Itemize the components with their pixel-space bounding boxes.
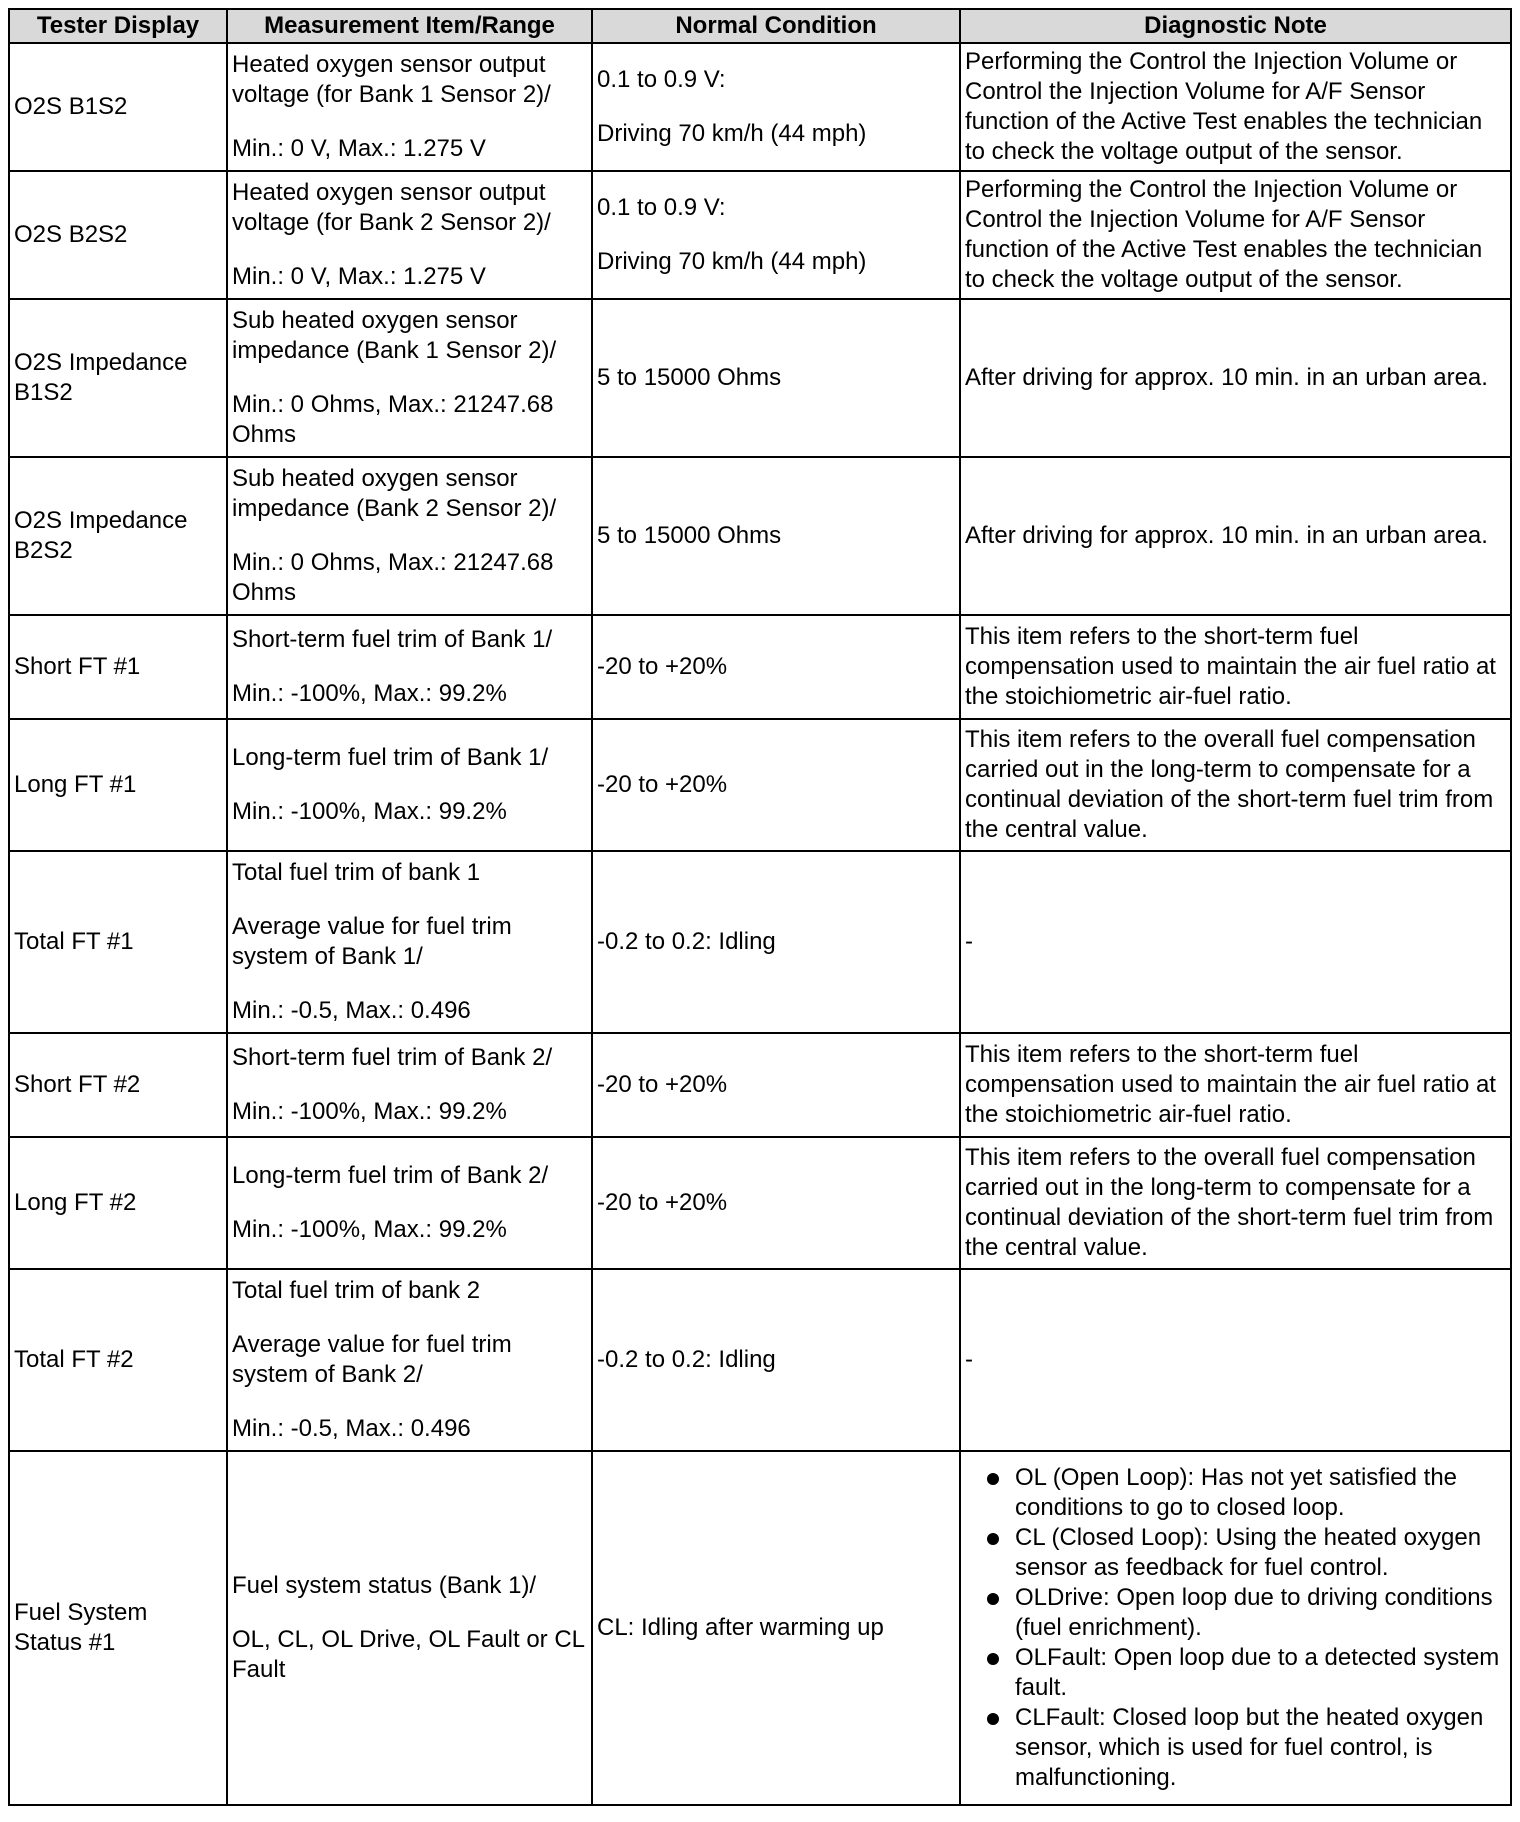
bullet-icon: [987, 1473, 999, 1485]
table-body: [9, 43, 1511, 1805]
table-row: [9, 1137, 1511, 1269]
table-header: [9, 9, 1511, 43]
measurement-line: Short-term fuel trim of Bank 2/: [232, 1044, 553, 1071]
measurement-line: Average value for fuel trim system of Bank 2/: [232, 1331, 512, 1388]
header-normal-condition: Normal Condition: [592, 9, 960, 43]
measurement-line: Min.: 0 V, Max.: 1.275 V: [232, 135, 486, 162]
measurement-line: Heated oxygen sensor output voltage (for Bank 2 Sensor 2)/: [232, 179, 551, 236]
list-item-text: CL (Closed Loop): Using the heated oxygen sensor as feedback for fuel control.: [1015, 1524, 1482, 1581]
measurement-line: Min.: -100%, Max.: 99.2%: [232, 798, 507, 825]
header-row: [9, 9, 1511, 43]
tester-display-cell: Fuel System Status #1: [9, 1451, 227, 1805]
normal-condition-cell: [592, 1033, 960, 1137]
normal-condition-line: -20 to +20%: [597, 771, 728, 798]
measurement-line: Min.: -100%, Max.: 99.2%: [232, 1098, 507, 1125]
data-list-table: [8, 8, 1512, 1806]
list-item-text: OLFault: Open loop due to a detected system fault.: [1015, 1644, 1500, 1701]
diagnostic-note-cell: [960, 1451, 1511, 1805]
normal-condition-cell: [592, 457, 960, 615]
normal-condition-line: 5 to 15000 Ohms: [597, 522, 782, 549]
fuel-status-list: [965, 1463, 1506, 1793]
normal-condition-cell: [592, 851, 960, 1033]
list-item: [987, 1463, 1506, 1523]
measurement-line: Total fuel trim of bank 1: [232, 859, 481, 886]
table-row: [9, 43, 1511, 171]
diagnostic-note-cell: After driving for approx. 10 min. in an urban area.: [960, 299, 1511, 457]
bullet-icon: [987, 1653, 999, 1665]
header-tester-display: Tester Display: [9, 9, 227, 43]
bullet-icon: [987, 1713, 999, 1725]
normal-condition-line: -0.2 to 0.2: Idling: [597, 1346, 776, 1373]
table-row: [9, 457, 1511, 615]
normal-condition-cell: [592, 615, 960, 719]
normal-condition-line: CL: Idling after warming up: [597, 1614, 884, 1641]
list-item-text: OL (Open Loop): Has not yet satisfied the conditions to go to closed loop.: [1015, 1464, 1458, 1521]
normal-condition-line: -20 to +20%: [597, 1071, 728, 1098]
measurement-line: Short-term fuel trim of Bank 1/: [232, 626, 553, 653]
diagnostic-note-cell: After driving for approx. 10 min. in an urban area.: [960, 457, 1511, 615]
measurement-line: Fuel system status (Bank 1)/: [232, 1572, 537, 1599]
list-item: [987, 1523, 1506, 1583]
table-row: [9, 171, 1511, 299]
measurement-cell: [227, 615, 592, 719]
normal-condition-line: 0.1 to 0.9 V:: [597, 194, 726, 221]
list-item: [987, 1703, 1506, 1793]
normal-condition-line: -20 to +20%: [597, 653, 728, 680]
bullet-icon: [987, 1593, 999, 1605]
spec-sheet: [8, 8, 1512, 1806]
tester-display-cell: Short FT #1: [9, 615, 227, 719]
measurement-line: Long-term fuel trim of Bank 1/: [232, 744, 549, 771]
measurement-line: Min.: -0.5, Max.: 0.496: [232, 997, 471, 1024]
measurement-line: Min.: 0 V, Max.: 1.275 V: [232, 263, 486, 290]
normal-condition-line: 0.1 to 0.9 V:: [597, 66, 726, 93]
tester-display-cell: Long FT #2: [9, 1137, 227, 1269]
table-row: [9, 1033, 1511, 1137]
header-measurement-item: Measurement Item/Range: [227, 9, 592, 43]
normal-condition-cell: [592, 171, 960, 299]
measurement-cell: [227, 719, 592, 851]
diagnostic-note-cell: This item refers to the overall fuel compensation carried out in the long-term to compensate for a continual deviation of the short-term fuel trim from the central value.: [960, 1137, 1511, 1269]
list-item: [987, 1643, 1506, 1703]
measurement-line: Min.: -100%, Max.: 99.2%: [232, 1216, 507, 1243]
table-row: [9, 719, 1511, 851]
table-row: [9, 851, 1511, 1033]
measurement-cell: [227, 1451, 592, 1805]
measurement-line: Min.: 0 Ohms, Max.: 21247.68 Ohms: [232, 549, 554, 606]
normal-condition-line: -20 to +20%: [597, 1189, 728, 1216]
measurement-line: Heated oxygen sensor output voltage (for Bank 1 Sensor 2)/: [232, 51, 551, 108]
tester-display-cell: O2S Impedance B1S2: [9, 299, 227, 457]
tester-display-cell: Total FT #2: [9, 1269, 227, 1451]
header-diagnostic-note: Diagnostic Note: [960, 9, 1511, 43]
normal-condition-line: Driving 70 km/h (44 mph): [597, 248, 867, 275]
tester-display-cell: O2S Impedance B2S2: [9, 457, 227, 615]
list-item-text: CLFault: Closed loop but the heated oxygen sensor, which is used for fuel control, is malfunctioning.: [1015, 1704, 1484, 1791]
table-row: [9, 1269, 1511, 1451]
measurement-cell: [227, 171, 592, 299]
tester-display-cell: Long FT #1: [9, 719, 227, 851]
normal-condition-cell: [592, 719, 960, 851]
normal-condition-line: -0.2 to 0.2: Idling: [597, 928, 776, 955]
diagnostic-note-cell: -: [960, 1269, 1511, 1451]
diagnostic-note-cell: This item refers to the short-term fuel compensation used to maintain the air fuel ratio at the stoichiometric air-fuel ratio.: [960, 1033, 1511, 1137]
diagnostic-note-cell: Performing the Control the Injection Volume or Control the Injection Volume for A/F Sensor function of the Active Test enables the technician to check the voltage output of the sensor.: [960, 171, 1511, 299]
diagnostic-note-cell: This item refers to the short-term fuel compensation used to maintain the air fuel ratio at the stoichiometric air-fuel ratio.: [960, 615, 1511, 719]
measurement-line: OL, CL, OL Drive, OL Fault or CL Fault: [232, 1626, 585, 1683]
measurement-cell: [227, 1137, 592, 1269]
tester-display-cell: O2S B2S2: [9, 171, 227, 299]
normal-condition-cell: [592, 299, 960, 457]
measurement-line: Total fuel trim of bank 2: [232, 1277, 481, 1304]
normal-condition-cell: [592, 43, 960, 171]
measurement-line: Long-term fuel trim of Bank 2/: [232, 1162, 549, 1189]
normal-condition-line: 5 to 15000 Ohms: [597, 364, 782, 391]
tester-display-cell: O2S B1S2: [9, 43, 227, 171]
measurement-cell: [227, 1033, 592, 1137]
table-row: [9, 299, 1511, 457]
measurement-line: Sub heated oxygen sensor impedance (Bank 2 Sensor 2)/: [232, 465, 557, 522]
diagnostic-note-cell: -: [960, 851, 1511, 1033]
measurement-cell: [227, 851, 592, 1033]
bullet-icon: [987, 1533, 999, 1545]
normal-condition-cell: [592, 1269, 960, 1451]
measurement-cell: [227, 1269, 592, 1451]
measurement-cell: [227, 43, 592, 171]
measurement-line: Min.: 0 Ohms, Max.: 21247.68 Ohms: [232, 391, 554, 448]
diagnostic-note-cell: This item refers to the overall fuel compensation carried out in the long-term to compensate for a continual deviation of the short-term fuel trim from the central value.: [960, 719, 1511, 851]
measurement-line: Min.: -100%, Max.: 99.2%: [232, 680, 507, 707]
tester-display-cell: Total FT #1: [9, 851, 227, 1033]
list-item-text: OLDrive: Open loop due to driving conditions (fuel enrichment).: [1015, 1584, 1493, 1641]
normal-condition-cell: [592, 1451, 960, 1805]
normal-condition-line: Driving 70 km/h (44 mph): [597, 120, 867, 147]
measurement-line: Average value for fuel trim system of Bank 1/: [232, 913, 512, 970]
measurement-line: Sub heated oxygen sensor impedance (Bank 1 Sensor 2)/: [232, 307, 557, 364]
diagnostic-note-cell: Performing the Control the Injection Volume or Control the Injection Volume for A/F Sensor function of the Active Test enables the technician to check the voltage output of the sensor.: [960, 43, 1511, 171]
tester-display-cell: Short FT #2: [9, 1033, 227, 1137]
measurement-cell: [227, 299, 592, 457]
table-row: [9, 1451, 1511, 1805]
table-row: [9, 615, 1511, 719]
list-item: [987, 1583, 1506, 1643]
normal-condition-cell: [592, 1137, 960, 1269]
measurement-cell: [227, 457, 592, 615]
measurement-line: Min.: -0.5, Max.: 0.496: [232, 1415, 471, 1442]
